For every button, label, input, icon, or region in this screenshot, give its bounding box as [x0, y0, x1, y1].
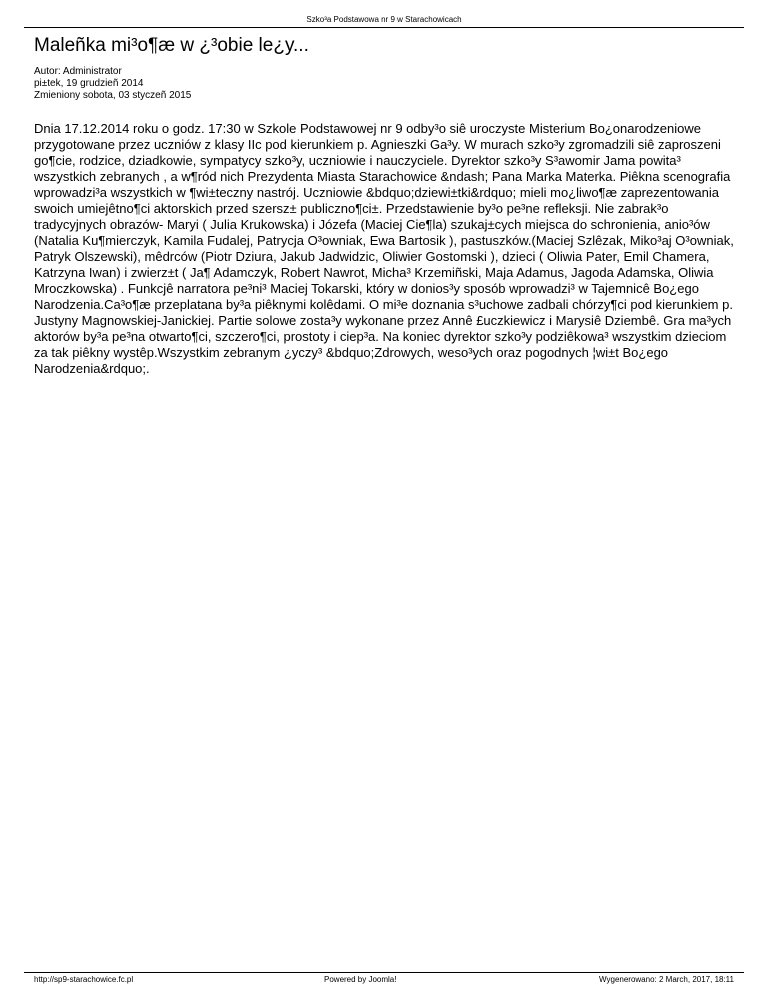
header-divider	[24, 27, 744, 28]
footer-site-url: http://sp9-starachowice.fc.pl	[34, 975, 134, 984]
school-name: Szko³a Podstawowa nr 9 w Starachowicach	[306, 15, 462, 24]
article-published-date: pi±tek, 19 grudzieñ 2014	[34, 78, 144, 89]
footer-powered-by: Powered by Joomla!	[324, 975, 397, 984]
footer-generated-date: Wygenerowano: 2 March, 2017, 18:11	[599, 975, 734, 984]
page-header	[24, 12, 744, 27]
article-modified-date: Zmieniony sobota, 03 styczeñ 2015	[34, 90, 192, 101]
footer-divider	[24, 972, 744, 973]
page-footer	[34, 974, 734, 986]
article-body: Dnia 17.12.2014 roku o godz. 17:30 w Szkole Podstawowej nr 9 odby³o siê uroczyste Misterium Bo¿onarodzeniowe przygotowane przez uczniów z klasy IIc pod kierunkiem p. Agnieszki Ga³y. W murach szko³y zgromadzili siê zaproszeni go¶cie, rodzice, dziadkowie, sympatycy szko³y, uczniowie i nauczyciele. Dyrektor szko³y S³awomir Jama powita³ wszystkich zebranych , a w¶ród nich Prezydenta Miasta Starachowice &ndash; Pana Marka Materka. Piêkna scenografia wprowadzi³a wszystkich w ¶wi±teczny nastrój. Uczniowie &bdquo;dziewi±tki&rdquo; mieli mo¿liwo¶æ zaprezentowania swoich umiejêtno¶ci aktorskich przed szersz± publiczno¶ci±. Przedstawienie by³o pe³ne refleksji. Nie zabrak³o tradycyjnych obrazów- Maryi ( Julia Krukowska) i Józefa (Maciej Cie¶la) szukaj±cych miejsca do schronienia, anio³ów (Natalia Ku¶mierczyk, Kamila Fudalej, Patrycja O³owniak, Ewa Bartosik ), pastuszków.(Maciej Szlêzak, Miko³aj O³owniak, Patryk Olszewski), mêdrców (Piotr Dziura, Jakub Jadwidzic, Oliwier Gostomski ), dzieci ( Oliwia Pater, Emil Chamera, Katrzyna Iwan) i zwierz±t ( Ja¶ Adamczyk, Robert Nawrot, Micha³ Krzemiñski, Maja Adamus, Jagoda Adamska, Oliwia Mroczkowska) . Funkcjê narratora pe³ni³ Maciej Tokarski, który w donios³y sposób wprowadzi³ w Tajemnicê Bo¿ego Narodzenia.Ca³o¶æ przeplatana by³a piêknymi kolêdami. O mi³e doznania s³uchowe zadbali chórzy¶ci pod kierunkiem p. Justyny Magnowskiej-Janickiej. Partie solowe zosta³y wykonane przez Annê £uczkiewicz i Marysiê Dziembê. Gra ma³ych aktorów by³a pe³na otwarto¶ci, szczero¶ci, prostoty i ciep³a. Na koniec dyrektor szko³y podziêkowa³ wszystkim dzieciom za tak piêkny wystêp.Wszystkim zebranym ¿yczy³ &bdquo;Zdrowych, weso³ych oraz pogodnych ¦wi±t Bo¿ego Narodzenia&rdquo;.	[34, 121, 734, 376]
article-title: Maleñka mi³o¶æ w ¿³obie le¿y...	[34, 35, 309, 56]
article-author: Autor: Administrator	[34, 66, 122, 77]
article-meta	[34, 66, 191, 102]
